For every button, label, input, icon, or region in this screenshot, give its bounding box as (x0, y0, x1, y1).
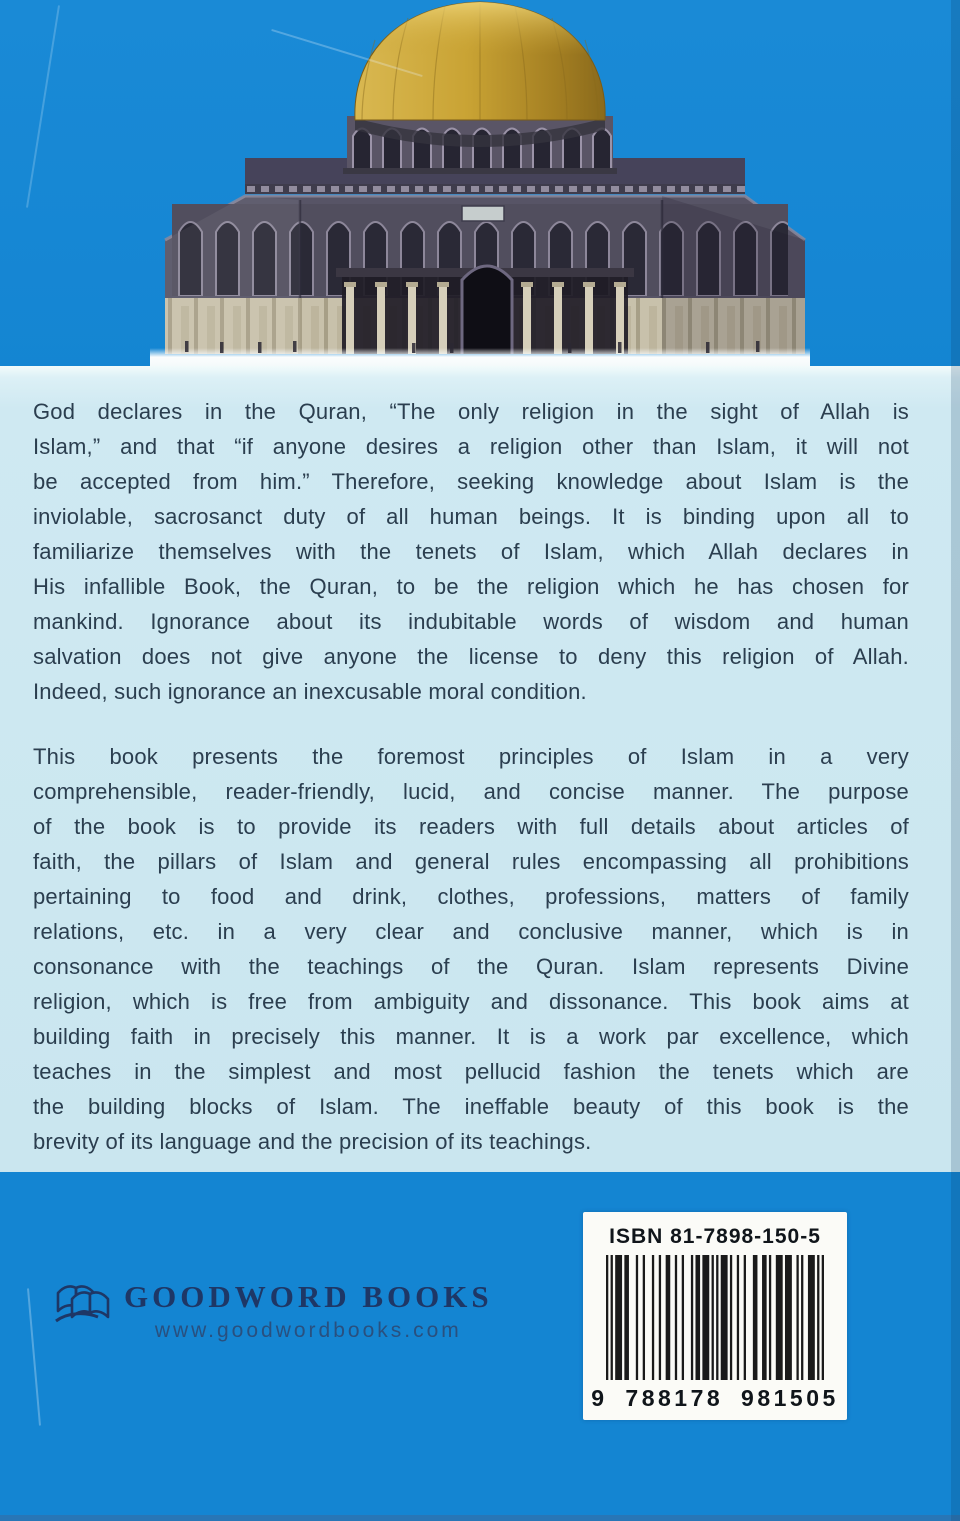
blurb-line: Islam,” and that “if anyone desires a religion other than Islam, it will not (33, 434, 909, 459)
blurb-line: relations, etc. in a very clear and conclusive manner, which is in (33, 919, 909, 944)
bottom-edge-shadow (0, 1515, 960, 1521)
page-edge-shadow (951, 0, 960, 1521)
ean-digits: 9 788178 981505 (591, 1385, 839, 1411)
blurb-line: This book presents the foremost principles of Islam in a very (33, 744, 909, 769)
blurb-line: building faith in precisely this manner. It is a work par excellence, which (33, 1024, 909, 1049)
blurb-paragraph (33, 739, 909, 1159)
dome-of-the-rock-photo (150, 0, 810, 372)
scan-scratch (26, 5, 60, 208)
blurb-line: religion, which is free from ambiguity and dissonance. This book aims at (33, 989, 909, 1014)
blurb-line: brevity of its language and the precision of its teachings. (33, 1129, 592, 1154)
blurb-line: Indeed, such ignorance an inexcusable moral condition. (33, 679, 587, 704)
blurb-line: teaches in the simplest and most pellucid fashion the tenets which are (33, 1059, 909, 1084)
blurb-text (33, 394, 909, 1159)
golden-dome (355, 2, 605, 120)
publisher-text-block (124, 1281, 493, 1343)
blurb-line: the building blocks of Islam. The ineffable beauty of this book is the (33, 1094, 909, 1119)
blurb-line: His infallible Book, the Quran, to be the religion which he has chosen for (33, 574, 909, 599)
isbn-barcode-box (583, 1212, 847, 1420)
entrance-portico (336, 266, 634, 354)
scan-scratch (27, 1288, 41, 1426)
blurb-line: familiarize themselves with the tenets of Islam, which Allah declares in (33, 539, 909, 564)
publisher-name: GOODWORD BOOKS (124, 1279, 493, 1314)
publisher-logo (54, 1281, 493, 1343)
blurb-line: of the book is to provide its readers with full details about articles of (33, 814, 909, 839)
publisher-website: www.goodwordbooks.com (154, 1319, 462, 1342)
blurb-line: mankind. Ignorance about its indubitable words of wisdom and human (33, 609, 909, 634)
blurb-line: pertaining to food and drink, clothes, professions, matters of family (33, 884, 909, 909)
blurb-line: faith, the pillars of Islam and general rules encompassing all prohibitions (33, 849, 909, 874)
blurb-line: comprehensible, reader-friendly, lucid, and concise manner. The purpose (33, 779, 909, 804)
blurb-line: salvation does not give anyone the license to deny this religion of Allah. (33, 644, 909, 669)
ean13-barcode (606, 1255, 824, 1380)
blurb-line: consonance with the teachings of the Quran. Islam represents Divine (33, 954, 909, 979)
blurb-line: inviolable, sacrosanct duty of all human beings. It is binding upon all to (33, 504, 909, 529)
dome-drum (343, 116, 617, 174)
isbn-label: ISBN 81-7898-150-5 (609, 1225, 821, 1248)
blurb-paragraph (33, 394, 909, 709)
blurb-line: be accepted from him.” Therefore, seeking knowledge about Islam is the (33, 469, 909, 494)
open-books-icon (54, 1281, 116, 1338)
blurb-panel (0, 366, 960, 1172)
blurb-line: God declares in the Quran, “The only religion in the sight of Allah is (33, 399, 909, 424)
